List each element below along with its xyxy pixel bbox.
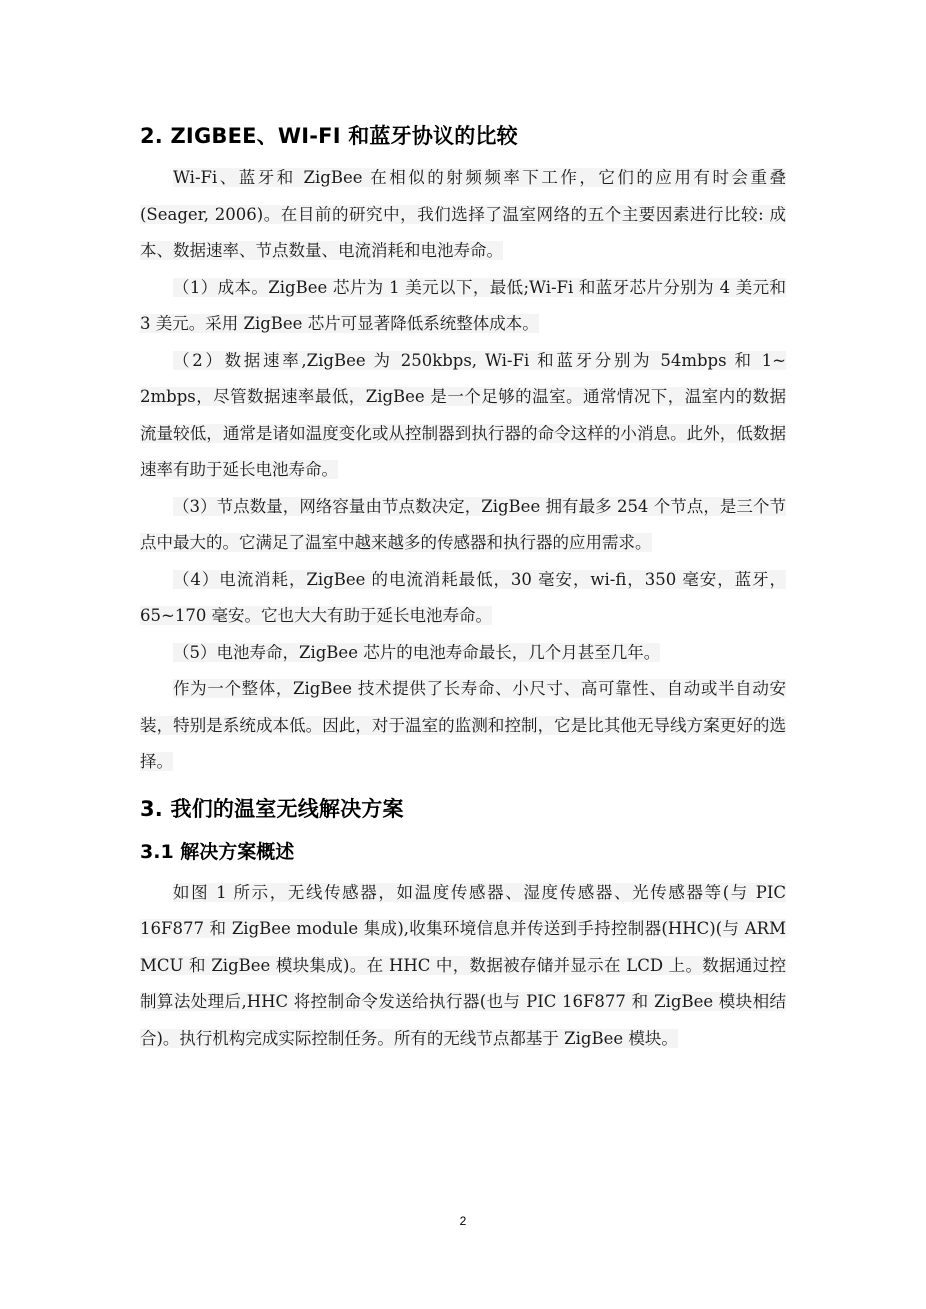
paragraph-text: （3）节点数量，网络容量由节点数决定，ZigBee 拥有最多 254 个节点，是三个节点中最大的。它满足了温室中越来越多的传感器和执行器的应用需求。 <box>140 496 786 552</box>
paragraph-text: （4）电流消耗，ZigBee 的电流消耗最低，30 毫安，wi-fi，350 毫安，蓝牙，65~170 毫安。它也大大有助于延长电池寿命。 <box>140 569 786 625</box>
section-3-1-heading: 3.1 解决方案概述 <box>140 840 295 863</box>
section-2-paragraph-node-count <box>140 489 786 562</box>
section-2-heading: 2. ZIGBEE、WI-FI 和蓝牙协议的比较 <box>140 124 518 148</box>
page-content <box>140 118 786 1057</box>
section-2-paragraph-data-rate <box>140 343 786 489</box>
section-2-paragraph-current <box>140 562 786 635</box>
section-2-paragraph-1 <box>140 160 786 270</box>
paragraph-text: 如图 1 所示，无线传感器，如温度传感器、湿度传感器、光传感器等(与 PIC 16F877 和 ZigBee module 集成),收集环境信息并传送到手持控制器(HHC)(与 ARM MCU 和 ZigBee 模块集成)。在 HHC 中，数据被存储并显示在 LCD 上。数据通过控制算法处理后,HHC 将控制命令发送给执行器(也与 PIC 16F877 和 ZigBee 模块相结合)。执行机构完成实际控制任务。所有的无线节点都基于 ZigBee 模块。 <box>140 882 786 1048</box>
paragraph-text: （5）电池寿命，ZigBee 芯片的电池寿命最长，几个月甚至几年。 <box>173 642 661 662</box>
paragraph-text: （1）成本。ZigBee 芯片为 1 美元以下，最低;Wi-Fi 和蓝牙芯片分别为 4 美元和 3 美元。采用 ZigBee 芯片可显著降低系统整体成本。 <box>140 277 786 333</box>
paragraph-text: 作为一个整体，ZigBee 技术提供了长寿命、小尺寸、高可靠性、自动或半自动安装，特别是系统成本低。因此，对于温室的监测和控制，它是比其他无导线方案更好的选择。 <box>140 679 786 771</box>
paragraph-text: （2）数据速率,ZigBee 为 250kbps, Wi-Fi 和蓝牙分别为 54mbps 和 1~ 2mbps，尽管数据速率最低，ZigBee 是一个足够的温室。通常情况下，温室内的数据流量较低，通常是诸如温度变化或从控制器到执行器的命令这样的小消息。此外，低数据速率有助于延长电池寿命。 <box>140 350 786 479</box>
paragraph-text: Wi-Fi、蓝牙和 ZigBee 在相似的射频频率下工作，它们的应用有时会重叠 (Seager, 2006)。在目前的研究中，我们选择了温室网络的五个主要因素进行比较: 成本、数据速率、节点数量、电流消耗和电池寿命。 <box>140 168 786 260</box>
section-2-paragraph-cost <box>140 270 786 343</box>
page-number: 2 <box>459 1214 467 1228</box>
section-2-paragraph-summary <box>140 671 786 781</box>
section-3-heading: 3. 我们的温室无线解决方案 <box>140 796 404 821</box>
section-3-1-paragraph-1 <box>140 875 786 1058</box>
section-2-paragraph-battery <box>140 635 786 672</box>
